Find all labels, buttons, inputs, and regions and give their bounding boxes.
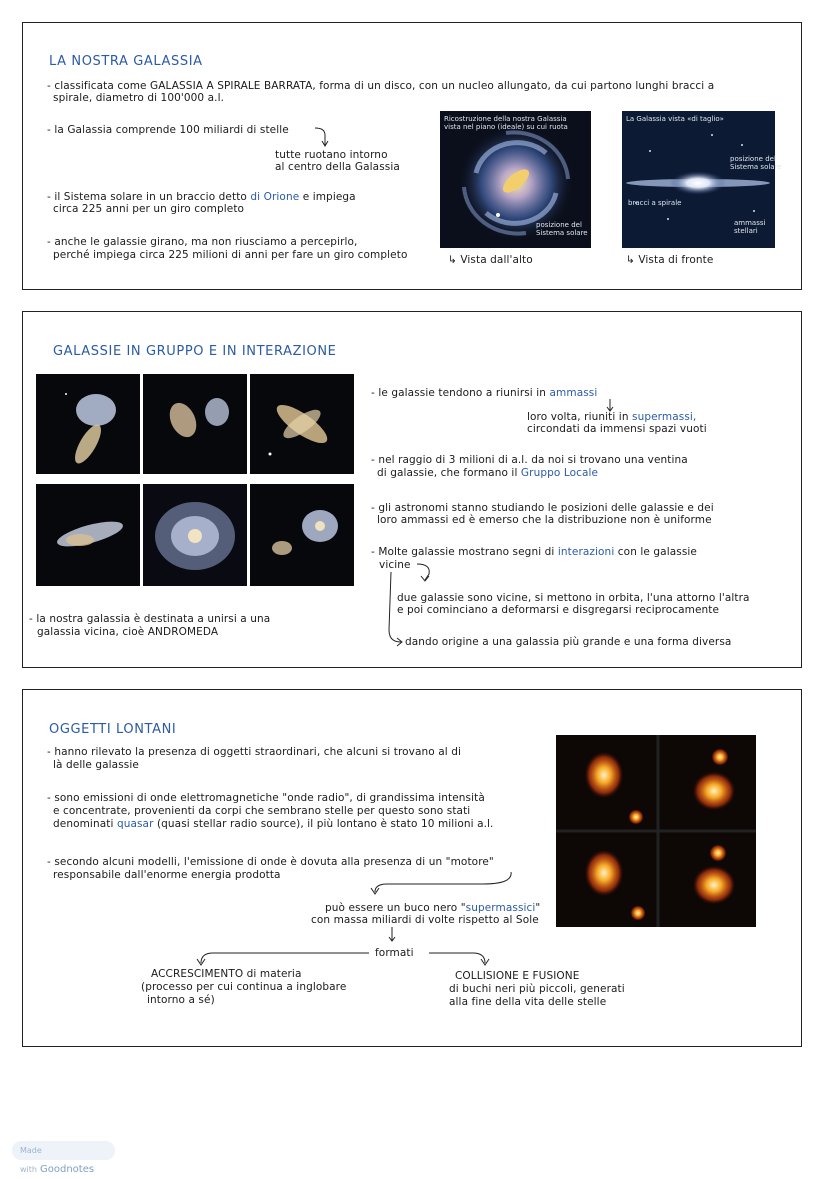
image-caption: Ricostruzione della nostra Galassia (444, 115, 567, 123)
text-line: tutte ruotano intorno (275, 149, 388, 161)
image-label: Sistema solare (730, 163, 782, 171)
text-span: loro volta, riuniti in (527, 411, 629, 423)
text-span: denominati (53, 818, 114, 830)
interacting-galaxy-image (143, 484, 247, 586)
text-line: COLLISIONE E FUSIONE (455, 970, 580, 982)
text-line: là delle galassie (53, 759, 139, 771)
text-line: - gli astronomi stanno studiando le posizioni delle galassie e dei (371, 502, 714, 514)
section-title: GALASSIE IN GRUPPO E IN INTERAZIONE (53, 344, 337, 359)
text-line: e concentrate, provenienti da corpi che sembrano stelle per questo sono stati (53, 805, 471, 817)
arrow-icon (313, 125, 333, 149)
section-distant-objects (22, 689, 802, 1047)
text-line: di buchi neri più piccoli, generati (449, 983, 625, 995)
section-our-galaxy (22, 22, 802, 290)
text-line: perché impiega circa 225 milioni di anni per fare un giro completo (53, 249, 408, 261)
badge-text: Made with (20, 1146, 42, 1174)
text-line: - hanno rilevato la presenza di oggetti straordinari, che alcuni si trovano al di (47, 746, 461, 758)
text-span: con le galassie (617, 546, 697, 558)
text-line: - classificata come GALASSIA A SPIRALE BARRATA, forma di un disco, con un nucleo allungato, da cui partono lunghi bracci a (47, 80, 715, 92)
interacting-galaxy-image (143, 374, 247, 474)
text-line: intorno a sé) (147, 994, 215, 1006)
text-span: - le galassie tendono a riunirsi in (371, 387, 547, 399)
text-line (53, 818, 494, 831)
text-line: - secondo alcuni modelli, l'emissione di onde è dovuta alla presenza di un "motore" (47, 856, 494, 868)
text-line: e poi cominciano a deformarsi e disgregarsi reciprocamente (397, 604, 720, 616)
image-label: posizione del (536, 221, 582, 229)
highlight-term: quasar (116, 818, 154, 830)
text-span: " (535, 902, 541, 914)
highlight-term: supermassi, (632, 411, 697, 423)
image-caption: La Galassia vista «di taglio» (626, 115, 724, 123)
text-line: - anche le galassie girano, ma non riusciamo a percepirlo, (47, 236, 358, 248)
text-line (377, 467, 598, 480)
image-label: Sistema solare (536, 229, 588, 237)
badge-brand: Goodnotes (39, 1164, 95, 1175)
highlight-term: interazioni (557, 546, 615, 558)
text-line: circondati da immensi spazi vuoti (527, 423, 707, 435)
text-line (527, 411, 696, 424)
section-title: OGGETTI LONTANI (49, 722, 177, 737)
text-line: - la Galassia comprende 100 miliardi di stelle (47, 124, 289, 136)
text-line: loro ammassi ed è emerso che la distribuzione non è uniforme (377, 514, 712, 526)
text-line (371, 546, 697, 559)
text-line: spirale, diametro di 100'000 a.l. (53, 92, 225, 104)
text-line: galassia vicina, cioè ANDROMEDA (37, 626, 219, 638)
text-span: e impiega (302, 191, 356, 203)
text-line: due galassie sono vicine, si mettono in orbita, l'una attorno l'altra (397, 592, 750, 604)
text-line: - sono emissioni di onde elettromagnetiche "onde radio", di grandissima intensità (47, 792, 485, 804)
interacting-galaxy-image (36, 374, 140, 474)
text-line: circa 225 anni per un giro completo (53, 203, 245, 215)
text-line: dando origine a una galassia più grande e una forma diversa (405, 636, 732, 648)
interacting-galaxy-image (36, 484, 140, 586)
made-with-badge[interactable] (12, 1141, 115, 1175)
image-label: ammassi (734, 219, 766, 227)
image-caption: vista nel piano (ideale) su cui ruota (444, 123, 568, 131)
text-line: responsabile dall'enorme energia prodotta (53, 869, 281, 881)
text-line: (processo per cui continua a inglobare (141, 981, 347, 993)
text-span: - il Sistema solare in un braccio detto (47, 191, 247, 203)
text-line: vicine (379, 559, 411, 571)
highlight-term: ammassi (549, 387, 598, 399)
text-span: di galassie, che formano il (377, 467, 518, 479)
text-span: (quasi stellar radio source), il più lontano è stato 10 milioni a.l. (156, 818, 494, 830)
interacting-galaxy-image (250, 484, 354, 586)
highlight-term: di Orione (250, 191, 300, 203)
text-line (325, 902, 540, 915)
text-span: - Molte galassie mostrano segni di (371, 546, 555, 558)
interacting-galaxy-image (250, 374, 354, 474)
text-line: al centro della Galassia (275, 161, 400, 173)
image-label: posizione del (730, 155, 776, 163)
section-title: LA NOSTRA GALASSIA (49, 54, 203, 69)
arrow-down-icon (387, 927, 397, 943)
image-caption: ↳ Vista di fronte (626, 254, 714, 266)
text-line (371, 387, 597, 400)
galaxy-top-view-image (440, 111, 591, 248)
text-line: formati (375, 947, 414, 959)
section-galaxies-in-groups (22, 311, 802, 668)
text-line: ACCRESCIMENTO di materia (151, 968, 302, 980)
text-line: con massa miliardi di volte rispetto al Sole (311, 914, 539, 926)
galaxy-side-view-image (622, 111, 782, 248)
image-caption: ↳ Vista dall'alto (448, 254, 533, 266)
quasar-images (556, 735, 756, 927)
text-line: - la nostra galassia è destinata a unirsi a una (29, 613, 271, 625)
image-label: bracci a spirale (628, 199, 682, 207)
highlight-term: supermassici (465, 902, 536, 914)
split-arrow-icon (193, 945, 493, 967)
text-line (47, 191, 356, 204)
image-label: stellari (734, 227, 758, 235)
text-line: - nel raggio di 3 milioni di a.l. da noi si trovano una ventina (371, 454, 688, 466)
arrow-icon (363, 870, 523, 900)
text-line: alla fine della vita delle stelle (449, 996, 607, 1008)
text-span: può essere un buco nero " (325, 902, 466, 914)
highlight-term: Gruppo Locale (520, 467, 599, 479)
